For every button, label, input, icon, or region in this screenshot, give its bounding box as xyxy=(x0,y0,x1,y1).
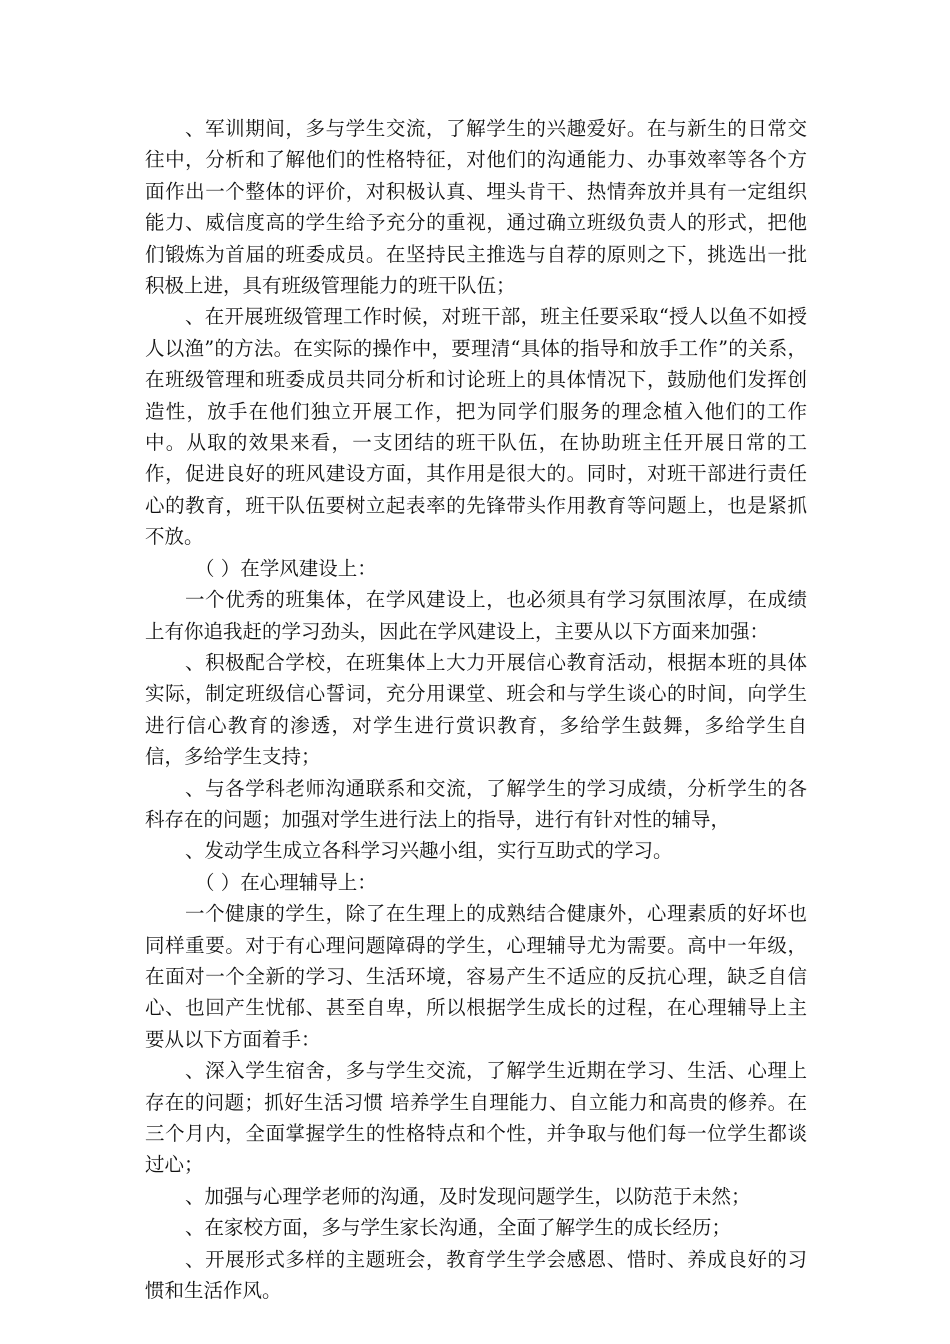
paragraph-study-groups: 、发动学生成立各科学习兴趣小组，实行互助式的学习。 xyxy=(185,839,673,863)
section-heading-counseling: （ ）在心理辅导上： xyxy=(195,870,377,894)
paragraph-class-cadres: 、在开展班级管理工作时候，对班干部，班主任要采取“授人以鱼不如授人以渔”的方法。在实际的操作中，要理清“具体的指导和放手工作”的关系，在班级管理和班委成员共同分析和讨论班上的具体情况下，鼓励他们发挥创造性，放手在他们独立开展工作，把为同学们服务的理念植入他们的工作中。从取的效果来看，一支团结的班干队伍，在协助班主任开展日常的工作，促进良好的班风建设方面，其作用是很大的。同时，对班干部进行责任心的教育，班干队伍要树立起表率的先锋带头作用教育等问题上，也是紧抓不放。 xyxy=(145,305,807,549)
paragraph-home-school: 、在家校方面，多与学生家长沟通，全面了解学生的成长经历； xyxy=(185,1216,732,1240)
paragraph-psychology-teacher: 、加强与心理学老师的沟通，及时发现问题学生，以防范于未然； xyxy=(185,1184,751,1208)
paragraph-teacher-communication: 、与各学科老师沟通联系和交流，了解学生的学习成绩，分析学生的各科存在的问题；加强对学生进行法上的指导，进行有针对性的辅导， xyxy=(145,776,807,831)
paragraph-study-style-intro: 一个优秀的班集体，在学风建设上，也必须具有学习氛围浓厚，在成绩上有你追我赶的学习劲头，因此在学风建设上，主要从以下方面来加强： xyxy=(145,588,807,643)
paragraph-military-training: 、军训期间，多与学生交流，了解学生的兴趣爱好。在与新生的日常交往中，分析和了解他们的性格特征，对他们的沟通能力、办事效率等各个方面作出一个整体的评价，对积极认真、埋头肯干、热情奔放并具有一定组织能力、威信度高的学生给予充分的重视，通过确立班级负责人的形式，把他们锻炼为首届的班委成员。在坚持民主推选与自荐的原则之下，挑选出一批积极上进，具有班级管理能力的班干队伍； xyxy=(145,117,807,298)
paragraph-counseling-intro: 一个健康的学生，除了在生理上的成熟结合健康外，心理素质的好坏也同样重要。对于有心理问题障碍的学生，心理辅导尤为需要。高中一年级，在面对一个全新的学习、生活环境，容易产生不适应的反抗心理，缺乏自信心、也回产生忧郁、甚至自卑，所以根据学生成长的过程，在心理辅导上主要从以下方面着手： xyxy=(145,902,807,1051)
paragraph-theme-meetings: 、开展形式多样的主题班会，教育学生学会感恩、惜时、养成良好的习惯和生活作风。 xyxy=(145,1247,807,1303)
paragraph-dormitory-visits: 、深入学生宿舍，多与学生交流，了解学生近期在学习、生活、心理上存在的问题；抓好生活习惯 培养学生自理能力、自立能力和高贵的修养。在三个月内，全面掌握学生的性格特点和个性，并争取与他们每一位学生都谈过心； xyxy=(145,1059,807,1177)
paragraph-confidence-education: 、积极配合学校，在班集体上大力开展信心教育活动，根据本班的具体实际，制定班级信心誓词，充分用课堂、班会和与学生谈心的时间，向学生进行信心教育的渗透，对学生进行赏识教育，多给学生鼓舞，多给学生自信，多给学生支持； xyxy=(145,650,807,769)
document-page xyxy=(145,113,807,1306)
section-heading-study-style: （ ）在学风建设上： xyxy=(195,556,377,580)
